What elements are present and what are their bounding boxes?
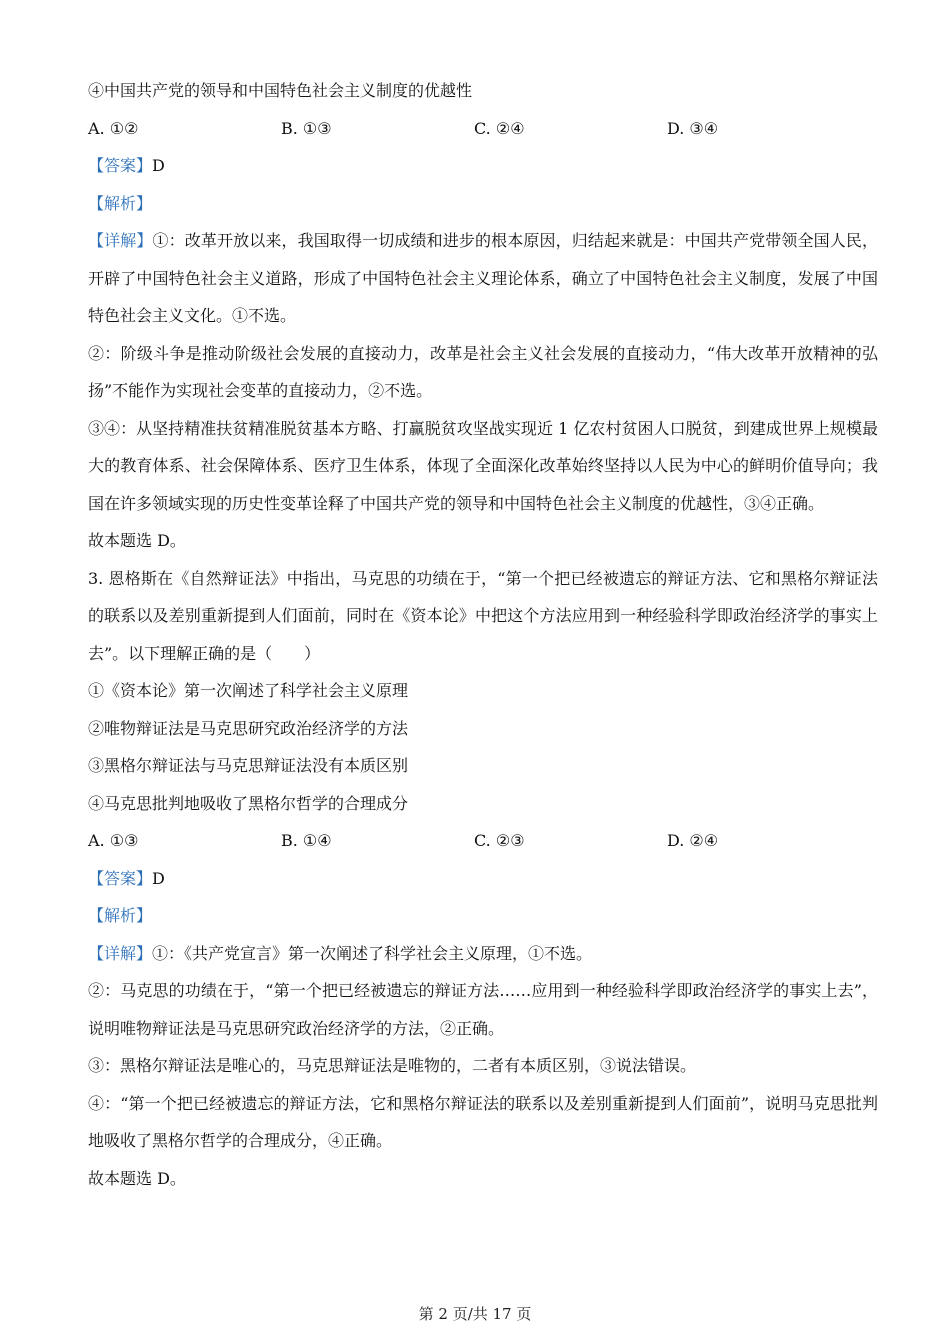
- q2-detail-3: ③④：从坚持精准扶贫精准脱贫基本方略、打赢脱贫攻坚战实现近 1 亿农村贫困人口脱贫，到建成世界上规模最大的教育体系、社会保障体系、医疗卫生体系，体现了全面深化改革始终坚持以人民为中心的鲜明价值导向；我国在许多领域实现的历史性变革诠释了中国共产党的领导和中国特色社会主义制度的优越性，③④正确。: [88, 418, 878, 513]
- q3-answer-value: D: [152, 868, 165, 888]
- q3-item-3: ③黑格尔辩证法与马克思辩证法没有本质区别: [88, 756, 409, 775]
- q3-option-c: C. ②③: [474, 831, 525, 850]
- q2-option-d: D. ③④: [667, 118, 719, 138]
- q2-detail-1: [88, 222, 878, 335]
- q2-detail-1-text: ①：改革开放以来，我国取得一切成绩和进步的根本原因，归结起来就是：中国共产党带领全国人民，开辟了中国特色社会主义道路，形成了中国特色社会主义理论体系，确立了中国特色社会主义制度，发展了中国特色社会主义文化。①不选。: [88, 231, 878, 325]
- q3-stem: 3. 恩格斯在《自然辩证法》中指出，马克思的功绩在于，“第一个把已经被遗忘的辩证方法、它和黑格尔辩证法的联系以及差别重新提到人们面前，同时在《资本论》中把这个方法应用到一种经验科学即政治经济学的事实上去”。以下理解正确的是（ ）: [88, 568, 878, 663]
- q2-detail-2: ②：阶级斗争是推动阶级社会发展的直接动力，改革是社会主义社会发展的直接动力，“伟大改革开放精神的弘扬”不能作为实现社会变革的直接动力，②不选。: [88, 343, 878, 400]
- q3-detail-3: ③：黑格尔辩证法是唯心的，马克思辩证法是唯物的，二者有本质区别，③说法错误。: [88, 1056, 697, 1075]
- q3-option-b: B. ①④: [281, 831, 332, 850]
- q3-analysis-tag: 【解析】: [88, 906, 153, 925]
- q2-analysis-tag: 【解析】: [88, 193, 153, 213]
- q2-option-c: C. ②④: [474, 118, 525, 138]
- q2-option-b: B. ①③: [281, 118, 332, 138]
- q3-item-2: ②唯物辩证法是马克思研究政治经济学的方法: [88, 718, 409, 738]
- q3-detail-2: ②：马克思的功绩在于，“第一个把已经被遗忘的辩证方法……应用到一种经验科学即政治经济学的事实上去”，说明唯物辩证法是马克思研究政治经济学的方法，②正确。: [88, 981, 878, 1038]
- q3-option-d: D. ②④: [667, 831, 719, 850]
- q3-answer-options: [88, 822, 878, 860]
- q3-item-4: ④马克思批判地吸收了黑格尔哲学的合理成分: [88, 793, 409, 813]
- q2-answer-value: D: [152, 156, 165, 175]
- q2-conclusion: 故本题选 D。: [88, 531, 186, 550]
- q2-analysis-line: [88, 185, 878, 223]
- page-content: [88, 72, 878, 1197]
- page-footer: 第 2 页/共 17 页: [418, 1305, 532, 1323]
- q3-answer-tag: 【答案】: [88, 868, 153, 888]
- q3-item-1: ①《资本论》第一次阐述了科学社会主义原理: [88, 681, 409, 700]
- q3-detail-1-text: ①：《共产党宣言》第一次阐述了科学社会主义原理，①不选。: [152, 943, 593, 963]
- q3-detail-tag: 【详解】: [88, 943, 153, 963]
- q2-answer-line: [88, 147, 878, 185]
- q3-detail-4: ④：“第一个把已经被遗忘的辩证方法，它和黑格尔辩证法的联系以及差别重新提到人们面前”，说明马克思批判地吸收了黑格尔哲学的合理成分，④正确。: [88, 1093, 878, 1150]
- q2-answer-options: [88, 110, 878, 148]
- q2-option-a: A. ①②: [88, 118, 139, 138]
- q2-answer-tag: 【答案】: [88, 156, 153, 175]
- q2-detail-tag: 【详解】: [88, 231, 153, 250]
- q3-analysis-line: [88, 897, 878, 935]
- q2-option-item-4: ④中国共产党的领导和中国特色社会主义制度的优越性: [88, 81, 473, 100]
- q3-conclusion: 故本题选 D。: [88, 1168, 186, 1188]
- q3-option-a: A. ①③: [88, 831, 139, 850]
- q3-detail-1: [88, 935, 878, 973]
- q3-answer-line: [88, 860, 878, 898]
